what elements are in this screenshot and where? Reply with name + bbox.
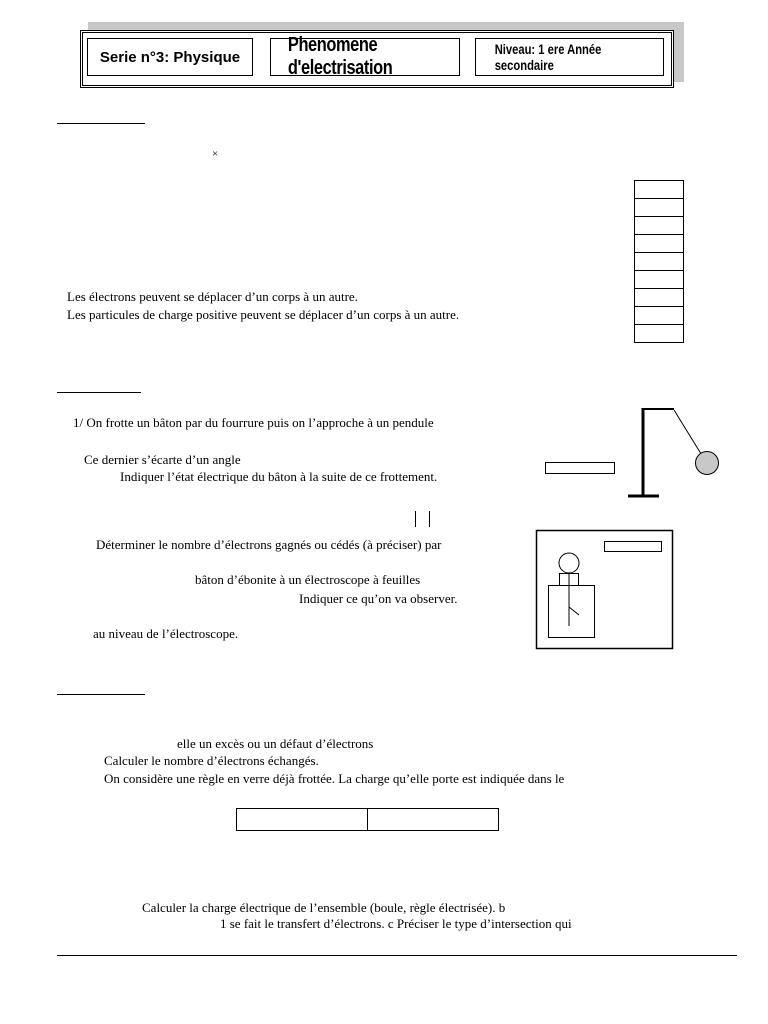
pendulum-ball [696,452,719,475]
ebonite-rod [605,542,662,552]
exercise2-text-electroscope: bâton d’ébonite à un électroscope à feuilles [195,572,421,587]
exercise1-heading-underline [57,123,145,124]
exercise3-text-total-charge: Calculer la charge électrique de l’ensemble (boule, règle électrisée). b [142,900,506,915]
level-label: Niveau: 1 ere Année secondaire [494,41,602,73]
charge-table [236,808,499,831]
answer-grid-cell [634,288,684,306]
charge-table-cell [237,809,367,830]
level-box [475,38,664,76]
exercise3-text-glass-rule: On considère une règle en verre déjà frottée. La charge qu’elle porte est indiquée dans le [104,771,565,786]
exercise3-text-transfer: 1 se fait le transfert d’électrons. c Préciser le type d’intersection qui [220,916,572,931]
charge-table-cell [367,809,498,830]
answer-grid-cell [634,252,684,270]
series-box [87,38,253,76]
exercise2-text-indicate-state: Indiquer l’état électrique du bâton à la suite de ce frottement. [120,469,438,484]
rubbed-rod [546,463,615,474]
exercise2-text-angle: Ce dernier s’écarte d’un angle [84,452,241,467]
answer-grid [634,180,684,343]
exercise2-question-1: 1/ On frotte un bâton par du fourrure puis on l’approche à un pendule [73,415,434,430]
exercise2-text-observe: Indiquer ce qu’on va observer. [299,591,458,606]
answer-grid-cell [634,198,684,216]
answer-grid-cell [634,180,684,198]
series-label: Serie n°3: Physique [99,48,241,66]
exercise2-heading-underline [57,392,141,393]
answer-grid-cell [634,216,684,234]
title-box [270,34,460,79]
pendulum-figure [540,402,730,502]
abs-bar-left [415,511,416,527]
page-title: Phenomene d'electrisation [287,34,393,79]
pendulum-thread [674,410,703,457]
exercise3-heading-underline [57,694,145,695]
answer-grid-cell [634,324,684,343]
exercise1-mark: × [212,148,219,160]
exercise2-text-determine: Déterminer le nombre d’électrons gagnés ou cédés (à préciser) par [96,537,442,552]
answer-grid-cell [634,270,684,288]
exercise1-statement-1: Les électrons peuvent se déplacer d’un corps à un autre. [67,289,358,304]
electroscope-figure [535,529,675,651]
exercise2-text-level: au niveau de l’électroscope. [93,626,239,641]
electroscope-sphere [559,553,579,573]
electroscope-jar [549,586,595,638]
answer-grid-cell [634,234,684,252]
exercise1-statement-2: Les particules de charge positive peuvent se déplacer d’un corps à un autre. [67,307,460,322]
abs-bar-right [429,511,430,527]
exercise3-text-excess: elle un excès ou un défaut d’électrons [177,736,374,751]
page-bottom-rule [57,955,737,956]
exercise3-text-calculate: Calculer le nombre d’électrons échangés. [104,753,319,768]
answer-grid-cell [634,306,684,324]
